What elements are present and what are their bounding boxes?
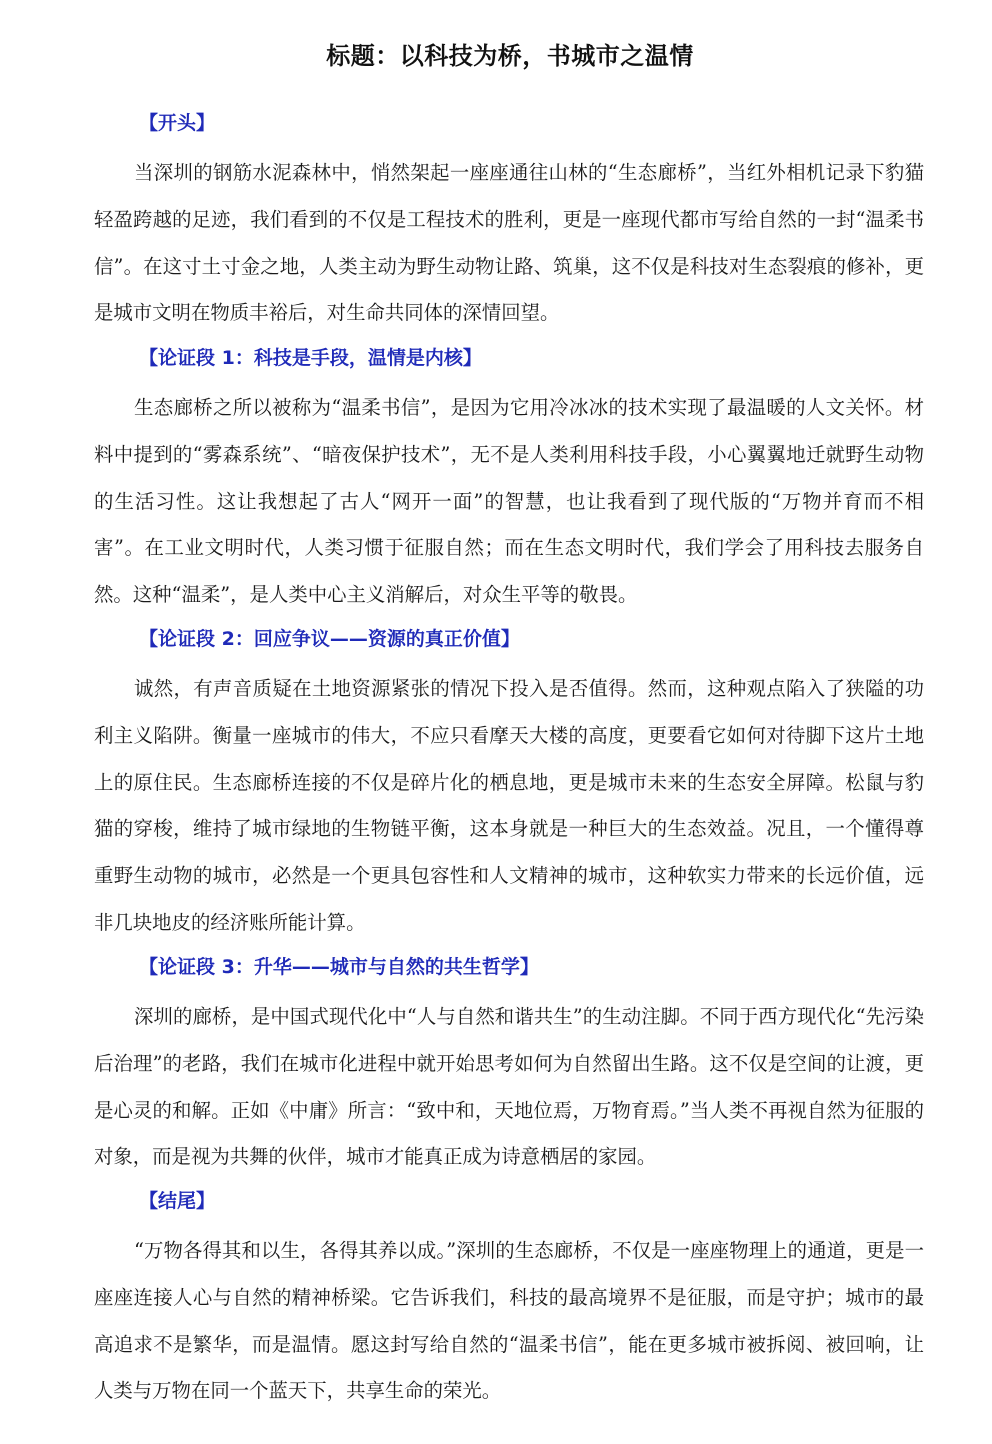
section-argument-1 (94, 341, 924, 619)
section-heading: 【论证段 3：升华——城市与自然的共生哲学】 (139, 956, 539, 978)
section-heading: 【开头】 (139, 112, 216, 134)
section-paragraph: 诚然，有声音质疑在土地资源紧张的情况下投入是否值得。然而，这种观点陷入了狭隘的功利主义陷阱。衡量一座城市的伟大，不应只看摩天大楼的高度，更要看它如何对待脚下这片土地上的原住民。生态廊桥连接的不仅是碎片化的栖息地，更是城市未来的生态安全屏障。松鼠与豹猫的穿梭，维持了城市绿地的生物链平衡，这本身就是一种巨大的生态效益。况且，一个懂得尊重野生动物的城市，必然是一个更具包容性和人文精神的城市，这种软实力带来的长远价值，远非几块地皮的经济账所能计算。 (94, 677, 924, 934)
section-ending (94, 1184, 924, 1415)
section-paragraph: “万物各得其和以生，各得其养以成。”深圳的生态廊桥，不仅是一座座物理上的通道，更是一座座连接人心与自然的精神桥梁。它告诉我们，科技的最高境界不是征服，而是守护；城市的最高追求不是繁华，而是温情。愿这封写给自然的“温柔书信”，能在更多城市被拆阅、被回响，让人类与万物在同一个蓝天下，共享生命的荣光。 (94, 1239, 924, 1403)
document-title: 标题：以科技为桥，书城市之温情 (326, 42, 694, 70)
section-paragraph: 深圳的廊桥，是中国式现代化中“人与自然和谐共生”的生动注脚。不同于西方现代化“先污染后治理”的老路，我们在城市化进程中就开始思考如何为自然留出生路。这不仅是空间的让渡，更是心灵的和解。正如《中庸》所言：“致中和，天地位焉，万物育焉。”当人类不再视自然为征服的对象，而是视为共舞的伙伴，城市才能真正成为诗意栖居的家园。 (94, 1005, 924, 1169)
section-argument-2 (94, 622, 924, 947)
section-heading: 【论证段 2：回应争议——资源的真正价值】 (139, 628, 520, 650)
section-paragraph: 当深圳的钢筋水泥森林中，悄然架起一座座通往山林的“生态廊桥”，当红外相机记录下豹猫轻盈跨越的足迹，我们看到的不仅是工程技术的胜利，更是一座现代都市写给自然的一封“温柔书信”。在这寸土寸金之地，人类主动为野生动物让路、筑巢，这不仅是科技对生态裂痕的修补，更是城市文明在物质丰裕后，对生命共同体的深情回望。 (94, 161, 924, 325)
section-heading: 【结尾】 (139, 1190, 216, 1212)
section-paragraph: 生态廊桥之所以被称为“温柔书信”，是因为它用冷冰冰的技术实现了最温暖的人文关怀。材料中提到的“雾森系统”、“暗夜保护技术”，无不是人类利用科技手段，小心翼翼地迁就野生动物的生活习性。这让我想起了古人“网开一面”的智慧，也让我看到了现代版的“万物并育而不相害”。在工业文明时代，人类习惯于征服自然；而在生态文明时代，我们学会了用科技去服务自然。这种“温柔”，是人类中心主义消解后，对众生平等的敬畏。 (94, 396, 924, 607)
section-argument-3 (94, 950, 924, 1181)
section-opening (94, 106, 924, 337)
section-heading: 【论证段 1：科技是手段，温情是内核】 (139, 347, 482, 369)
